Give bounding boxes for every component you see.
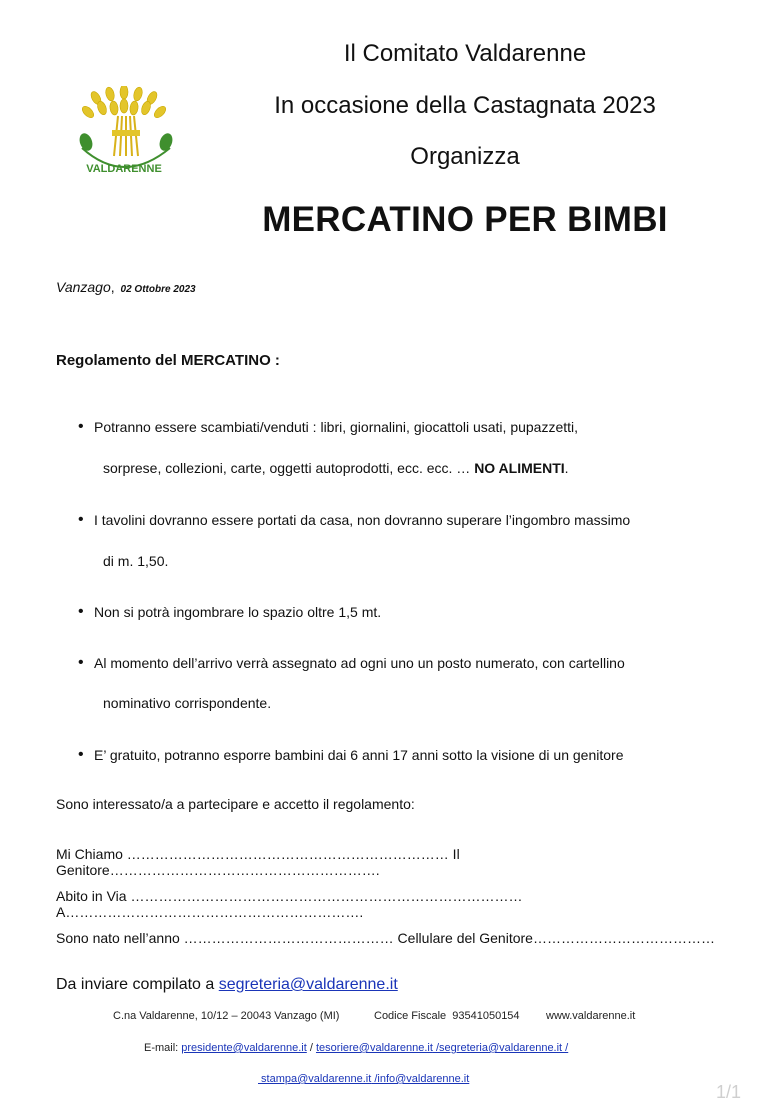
bullet-icon: •	[78, 654, 84, 671]
form-address-line: Abito in Via ………………………………………………………………………… A……………………………………………………….	[56, 888, 523, 920]
rule-1-bold: NO ALIMENTI	[474, 460, 565, 476]
header-line-3: Organizza	[410, 143, 520, 170]
send-instruction	[56, 976, 398, 994]
page-title: MERCATINO PER BIMBI	[262, 200, 668, 239]
rule-1-line-1: Potranno essere scambiati/venduti : libri, giornalini, giocattoli usati, pupazzetti,	[94, 419, 579, 435]
page-indicator: 1/1	[716, 1082, 742, 1102]
rule-1-end: .	[564, 460, 569, 476]
footer-emails-1	[144, 1042, 568, 1054]
rule-1-text: sorprese, collezioni, carte, oggetti autoprodotti, ecc. ecc. …	[103, 460, 475, 476]
header-line-1: Il Comitato Valdarenne	[343, 40, 587, 67]
rules-heading: Regolamento del MERCATINO :	[56, 352, 280, 369]
footer-fiscal-code: Codice Fiscale 93541050154	[374, 1010, 520, 1022]
email-presidente-link[interactable]: presidente@valdarenne.it	[181, 1042, 307, 1054]
footer-website: www.valdarenne.it	[546, 1010, 636, 1022]
send-email-link[interactable]: segreteria@valdarenne.it	[218, 976, 398, 993]
date-separator: ,	[110, 279, 115, 295]
form-name-line: Mi Chiamo …………………………………………………………… Il Genitore………………………………………………….	[56, 846, 460, 878]
rule-5-line-1: E’ gratuito, potranno esporre bambini dai 6 anni 17 anni sotto la visione di un genitore	[94, 747, 624, 763]
rule-4-line-1: Al momento dell’arrivo verrà assegnato ad ogni uno un posto numerato, con cartellino	[94, 655, 625, 671]
footer-emails-2	[258, 1073, 469, 1085]
rule-1-line-2	[103, 460, 569, 476]
bullet-icon: •	[78, 603, 84, 620]
date-line	[56, 279, 196, 295]
rule-3-line-1: Non si potrà ingombrare lo spazio oltre 1,5 mt.	[94, 604, 382, 620]
footer-sep: /	[306, 1042, 316, 1054]
bullet-icon: •	[78, 511, 84, 528]
footer-address: C.na Valdarenne, 10/12 – 20043 Vanzago (MI)	[113, 1010, 340, 1022]
rule-2-line-1: I tavolini dovranno essere portati da casa, non dovranno superare l’ingombro massimo	[94, 512, 631, 528]
email-info-link[interactable]: /info@valdarenne.it	[371, 1073, 470, 1085]
logo-text: VALDARENNE	[86, 163, 162, 175]
email-segreteria-link[interactable]: /segreteria@valdarenne.it /	[432, 1042, 569, 1054]
email-tesoriere-link[interactable]: tesoriere@valdarenne.it	[315, 1042, 433, 1054]
rule-4-line-2: nominativo corrispondente.	[103, 695, 272, 711]
form-birth-line: Sono nato nell’anno ……………………………………… Cellulare del Genitore…………………………………	[56, 930, 715, 946]
date-city: Vanzago	[56, 279, 111, 295]
email-stampa-link[interactable]: stampa@valdarenne.it	[258, 1073, 372, 1085]
form-intro: Sono interessato/a a partecipare e accetto il regolamento:	[56, 796, 415, 812]
date-value: 02 Ottobre 2023	[120, 284, 196, 295]
footer-email-label: E-mail:	[144, 1042, 182, 1054]
send-label: Da inviare compilato a	[56, 976, 219, 993]
header-line-2: In occasione della Castagnata 2023	[274, 92, 656, 119]
valdarenne-logo	[74, 86, 180, 184]
bullet-icon: •	[78, 418, 84, 435]
rule-2-line-2: di m. 1,50.	[103, 553, 169, 569]
bullet-icon: •	[78, 746, 84, 763]
wheat-sheaf-icon	[74, 86, 180, 184]
